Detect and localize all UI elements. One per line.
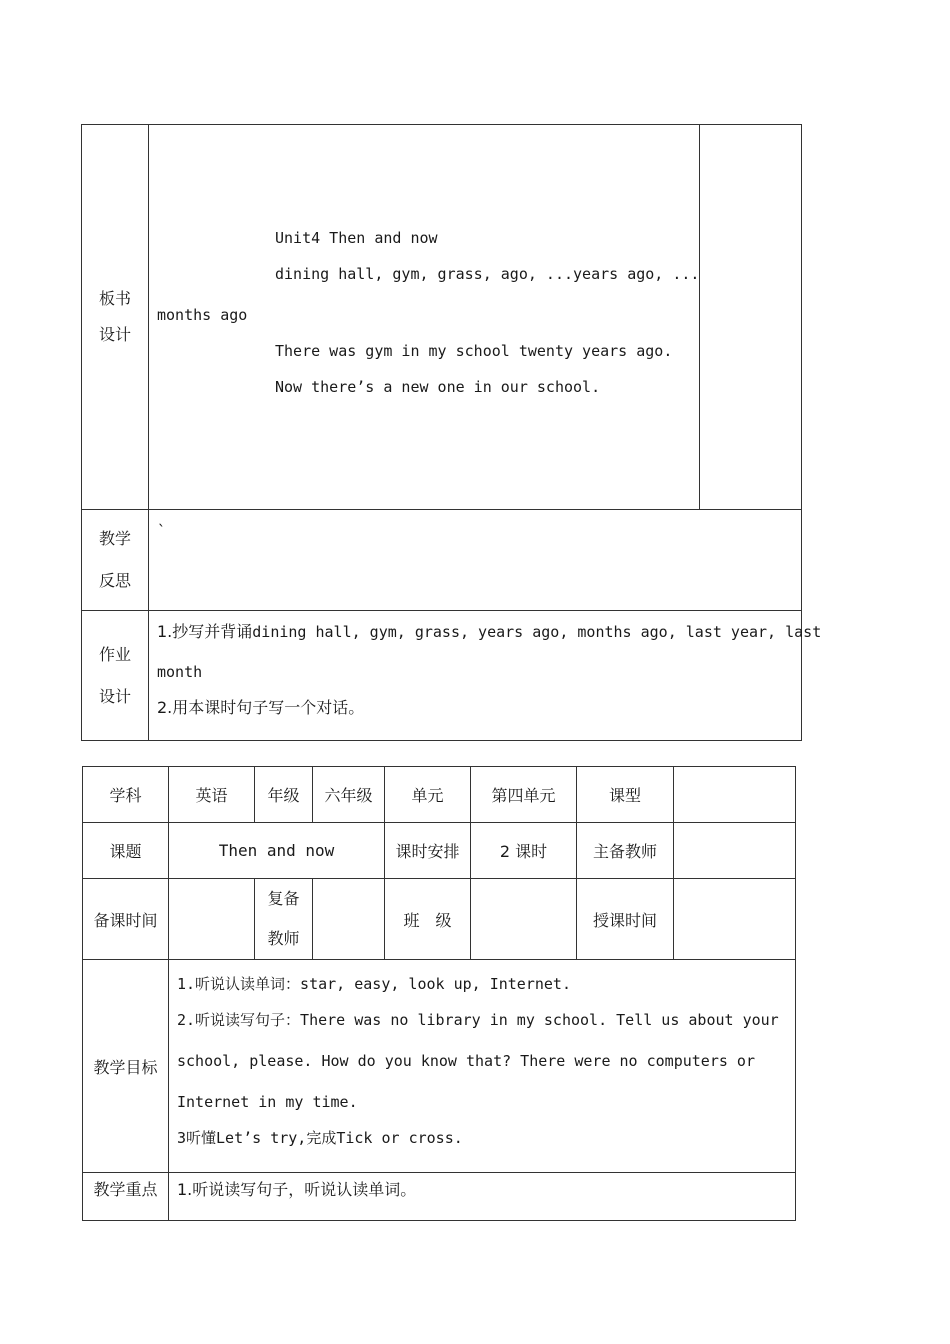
schedule-value: 2 课时 <box>471 823 577 879</box>
co-teacher-label <box>255 879 313 960</box>
unit-label: 单元 <box>385 767 471 823</box>
board-label-line2: 设计 <box>98 325 131 344</box>
lesson-type-value <box>674 767 796 823</box>
grade-value: 六年级 <box>313 767 385 823</box>
co-teacher-label-line2: 教师 <box>267 929 300 948</box>
topic-label: 课题 <box>83 823 169 879</box>
goal-line-2: 2.听说读写句子：There was no library in my school. Tell us about your <box>177 1011 779 1029</box>
homework-label-line2: 设计 <box>98 686 131 706</box>
board-label-line1: 板书 <box>98 289 131 308</box>
prep-time-label: 备课时间 <box>83 879 169 960</box>
topic-value: Then and now <box>169 823 385 879</box>
grade-label: 年级 <box>255 767 313 823</box>
subject-label: 学科 <box>83 767 169 823</box>
unit-value: 第四单元 <box>471 767 577 823</box>
board-design-extra <box>700 125 802 510</box>
board-design-label <box>82 125 149 510</box>
goal-line-1: 1.听说认读单词：star, easy, look up, Internet. <box>177 975 571 993</box>
focus-text: 1.听说读写句子，听说认读单词。 <box>177 1180 417 1199</box>
homework-item-2: 2.用本课时句子写一个对话。 <box>157 698 365 717</box>
board-design-content <box>149 125 700 510</box>
schedule-label: 课时安排 <box>385 823 471 879</box>
board-line-vocab-cont: months ago <box>157 305 248 324</box>
homework-label-line1: 作业 <box>98 644 131 664</box>
board-line-title: Unit4 Then and now <box>275 228 438 247</box>
reflection-label-line2: 反思 <box>98 571 131 590</box>
homework-content <box>149 611 822 741</box>
homework-item-1 <box>157 619 822 645</box>
goals-content <box>169 960 796 1173</box>
focus-content <box>169 1173 796 1221</box>
homework-item-1-cont: month <box>157 663 203 681</box>
subject-value: 英语 <box>169 767 255 823</box>
focus-label: 教学重点 <box>83 1173 169 1221</box>
goal-line-5: 3听懂Let’s try,完成Tick or cross. <box>177 1129 463 1147</box>
teach-time-value <box>674 879 796 960</box>
main-teacher-value <box>674 823 796 879</box>
class-value <box>471 879 577 960</box>
goals-label: 教学目标 <box>83 960 169 1173</box>
homework-label <box>82 611 149 741</box>
board-line-vocab: dining hall, gym, grass, ago, ...years ago, ... <box>275 264 700 283</box>
board-line-sentence2: Now there’s a new one in our school. <box>275 377 601 396</box>
reflection-label-line1: 教学 <box>98 529 131 548</box>
co-teacher-label-line1: 复备 <box>267 889 300 908</box>
reflection-content <box>149 510 802 611</box>
class-label: 班 级 <box>385 879 471 960</box>
board-line-sentence1: There was gym in my school twenty years ago. <box>275 341 673 360</box>
co-teacher-value <box>313 879 385 960</box>
lesson-info-table <box>82 766 796 1221</box>
goal-line-4: Internet in my time. <box>177 1093 358 1111</box>
teach-time-label: 授课时间 <box>577 879 674 960</box>
reflection-label <box>82 510 149 611</box>
prep-time-value <box>169 879 255 960</box>
board-design-table <box>81 124 822 741</box>
main-teacher-label: 主备教师 <box>577 823 674 879</box>
goal-line-3: school, please. How do you know that? There were no computers or <box>177 1052 755 1070</box>
homework-1-text: dining hall, gym, grass, years ago, months ago, last year, last <box>252 623 822 641</box>
homework-1-prefix: 1.抄写并背诵 <box>157 622 253 641</box>
reflection-text: ` <box>157 522 167 540</box>
lesson-type-label: 课型 <box>577 767 674 823</box>
